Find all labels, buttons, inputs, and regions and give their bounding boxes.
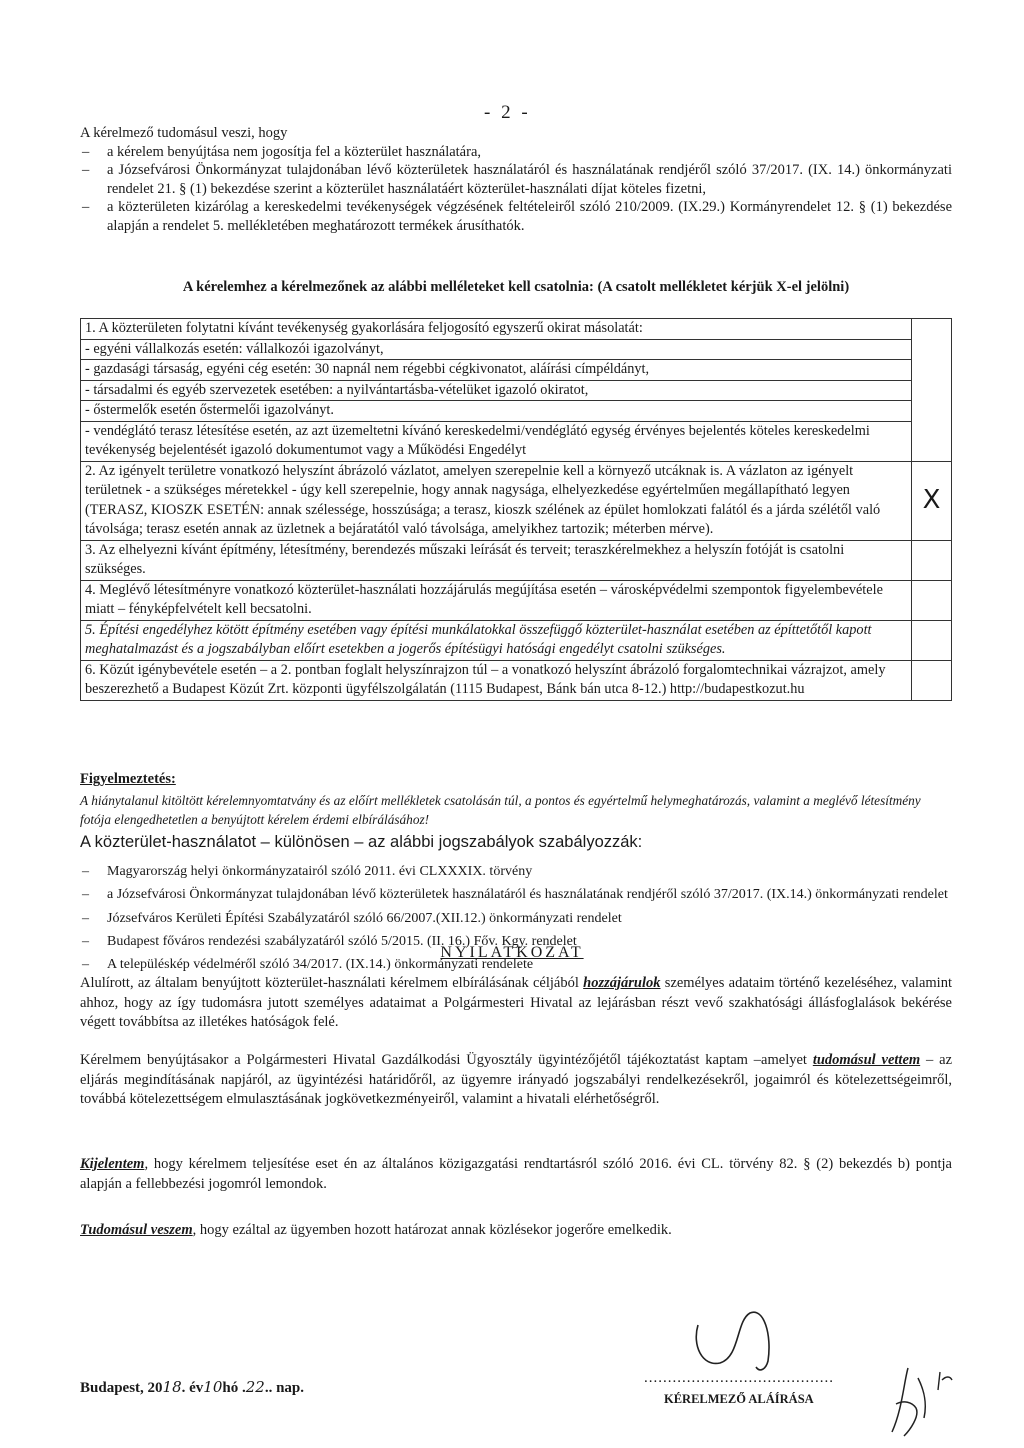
attachment-checkbox[interactable] bbox=[912, 620, 952, 660]
attachment-checkbox[interactable] bbox=[912, 660, 952, 700]
laws-heading: A közterület-használatot – különösen – az alábbi jogszabályok szabályozzák: bbox=[80, 833, 643, 851]
signature-line[interactable]: ........................................ bbox=[644, 1370, 834, 1386]
table-row bbox=[81, 620, 952, 660]
table-row bbox=[81, 380, 952, 401]
table-row bbox=[81, 461, 952, 540]
attachment-text: - gazdasági társaság, egyéni cég esetén: 30 napnál nem régebbi cégkivonatot, aláírási címpéldányt, bbox=[81, 360, 912, 381]
emphasis-acknowledged: tudomásul vettem bbox=[812, 1052, 921, 1068]
attachment-text: 5. Építési engedélyhez kötött építmény esetében vagy építési munkálatokkal összefüggő közterület-használat esetében az építtetőtől kapott meghatalmazást és a jogszabályban előírt esetekben a jogerős építésügyi hatósági engedélyt csatolni szükséges. bbox=[81, 620, 912, 660]
table-row bbox=[81, 540, 952, 580]
attachment-text: - társadalmi és egyéb szervezetek esetében: a nyilvántartásba-vételüket igazoló okiratot, bbox=[81, 380, 912, 401]
initials-scribble bbox=[882, 1360, 962, 1440]
emphasis-accept: Tudomásul veszem bbox=[80, 1222, 193, 1238]
emphasis-consent: hozzájárulok bbox=[583, 975, 661, 991]
declaration-paragraph-finality: Tudomásul veszem, hogy ezáltal az ügyemben hozott határozat annak közlésekor jogerőre emelkedik. bbox=[80, 1222, 672, 1238]
declaration-paragraph-waiver: Kijelentem, hogy kérelmem teljesítése eset én az általános közigazgatási rendtartásról szóló 2016. évi CL. törvény 82. § (2) bekezdés b) pontja alapján a fellebbezési jogomról lemondok. bbox=[80, 1156, 952, 1192]
attachment-checkbox-marked[interactable]: X bbox=[912, 461, 952, 540]
table-row bbox=[81, 339, 952, 360]
attachment-text: 2. Az igényelt területre vonatkozó helyszínt ábrázoló vázlatot, amelyen szerepelnie kell a környező utcáknak is. A vázlaton az igényelt területnek - a szükséges méretekkel - úgy kell szerepelnie, hogy annak nagysága, elhelyezkedése egyértelműen megállapítható legyen (TERASZ, KIOSZK ESETÉN: annak szélessége, hosszúsága; a terasz, kioszk szélének az épület homlokzati falától és a járda szélétől való távolsága; terasz esetén annak az üzletnek a bejáratától való távolsága, amelyikhez tartozik; méterben mérve). bbox=[81, 461, 912, 540]
attachment-text: - egyéni vállalkozás esetén: vállalkozói igazolványt, bbox=[81, 339, 912, 360]
table-row bbox=[81, 421, 952, 461]
attachment-text: 3. Az elhelyezni kívánt építmény, létesítmény, berendezés műszaki leírását és terveit; teraszkérelmekhez a helyszín fotóját is csatolni szükséges. bbox=[81, 540, 912, 580]
table-row bbox=[81, 660, 952, 700]
table-row bbox=[81, 319, 952, 340]
list-item: – a Józsefvárosi Önkormányzat tulajdonában lévő közterületek használatáról és használatának rendjéről szóló 37/2017. (IX.14.) önkormányzati rendelet bbox=[82, 887, 948, 903]
date-year[interactable]: 18 bbox=[162, 1378, 182, 1396]
attachments-heading: A kérelemhez a kérelmezőnek az alábbi melléleteket kell csatolnia: (A csatolt mellékletet kérjük X-el jelölni) bbox=[182, 279, 850, 295]
date-day[interactable]: 22 bbox=[245, 1378, 265, 1396]
signature-label: KÉRELMEZŐ ALÁÍRÁSA bbox=[664, 1392, 814, 1406]
attachment-text: 1. A közterületen folytatni kívánt tevékenység gyakorlására feljogosító egyszerű okirat másolatát: bbox=[81, 319, 912, 340]
list-item: – a Józsefvárosi Önkormányzat tulajdonában lévő közterületek használatáról és használatának rendjéről szóló 37/2017. (IX. 14.) önkormányzati rendelet 21. § (1) bekezdése szerint a közterület használatáért közterület-használati díjat köteles fizetni, bbox=[82, 162, 952, 197]
intro-lead: A kérelmező tudomásul veszi, hogy bbox=[80, 125, 288, 141]
date-month[interactable]: 10 bbox=[203, 1378, 223, 1396]
intro-list bbox=[80, 143, 952, 236]
declaration-paragraph-information: Kérelmem benyújtásakor a Polgármesteri Hivatal Gazdálkodási Ügyosztály ügyintézőjétől tájékoztatást kaptam –amelyet tudomásul vettem – az eljárás megindításának napjáról, az ügyintézési határidőről, az ügyemre irányadó jogszabályi rendelkezésekről, jogaimról és kötelezettségeimről, továbbá kötelezettségem elmulasztásának jogkövetkezményeiről, valamint a hivatali elérhetőségről. bbox=[80, 1052, 953, 1108]
date-line: Budapest, 2018. év10hó .22.. nap. bbox=[80, 1378, 305, 1396]
attachment-checkbox[interactable] bbox=[912, 580, 952, 620]
list-item: – a kérelem benyújtása nem jogosítja fel a közterület használatára, bbox=[82, 143, 482, 160]
attachment-text: - vendéglátó terasz létesítése esetén, az azt üzemeltetni kívánó kereskedelmi/vendéglátó egység érvényes bejelentés köteles kereskedelmi tevékenység bejelentését igazoló dokumentumot vagy a Működési Engedélyt bbox=[81, 421, 912, 461]
attachments-table bbox=[80, 318, 952, 701]
list-item: – Magyarország helyi önkormányzatairól szóló 2011. évi CLXXXIX. törvény bbox=[82, 864, 533, 879]
emphasis-declare: Kijelentem bbox=[80, 1156, 145, 1172]
attachment-text: 4. Meglévő létesítményre vonatkozó közterület-használati hozzájárulás megújítása esetén – városképvédelmi szempontok figyelembevétele miatt – fényképfelvételt kell becsatolni. bbox=[81, 580, 912, 620]
page-number: - 2 - bbox=[484, 102, 531, 123]
warning-text: A hiánytalanul kitöltött kérelemnyomtatvány és az előírt mellékletek csatolásán túl, a pontos és egyértelmű helymeghatározás, valamint a meglévő létesítmény fotója elengedhetetlen a benyújtott kérelem érdemi elbírálásához! bbox=[80, 793, 921, 827]
warning-title: Figyelmeztetés: bbox=[80, 771, 176, 787]
intro-section bbox=[80, 124, 952, 235]
list-item: – A településkép védelméről szóló 34/2017. (IX.14.) önkormányzati rendelete bbox=[82, 957, 534, 973]
attachment-checkbox[interactable] bbox=[912, 540, 952, 580]
attachment-text: - őstermelők esetén őstermelői igazolványt. bbox=[81, 401, 912, 422]
table-row bbox=[81, 401, 952, 422]
list-item: – a közterületen kizárólag a kereskedelmi tevékenységek végzésének feltételeiről szóló 210/2009. (IX.29.) Kormányrendelet 12. § (1) bekezdése alapján a rendelet 5. mellékletében meghatározott termékek árusíthatók. bbox=[82, 199, 952, 234]
table-row bbox=[81, 580, 952, 620]
declaration-paragraph-consent: Alulírott, az általam benyújtott közterület-használati kérelmem elbírálásának céljából hozzájárulok személyes adataim történő kezeléséhez, valamint ahhoz, hogy az így tudomásra jutott személyes adataimat a Polgármesteri Hivatal az lejárásban részt vevő szakhatósági állásfoglalások bekérése végett továbbítsa az illetékes hatóságok felé. bbox=[80, 975, 952, 1031]
table-row bbox=[81, 360, 952, 381]
signature-scribble bbox=[690, 1305, 800, 1377]
attachment-checkbox[interactable] bbox=[912, 319, 952, 462]
attachment-text: 6. Közút igénybevétele esetén – a 2. pontban foglalt helyszínrajzon túl – a vonatkozó helyszínt ábrázoló forgalomtechnikai vázrajzot, amely beszerezhető a Budapest Közút Zrt. központi ügyfélszolgálatán (1115 Budapest, Bánk bán utca 8-12.) http://budapestkozut.hu bbox=[81, 660, 912, 700]
declaration-title: NYILATKOZAT bbox=[440, 944, 584, 961]
list-item: – Józsefváros Kerületi Építési Szabályzatáról szóló 66/2007.(XII.12.) önkormányzati rendelet bbox=[82, 910, 622, 926]
list-item: – Budapest főváros rendezési szabályzatáról szóló 5/2015. (II. 16.) Főv. Kgy. rendelet bbox=[82, 933, 577, 949]
